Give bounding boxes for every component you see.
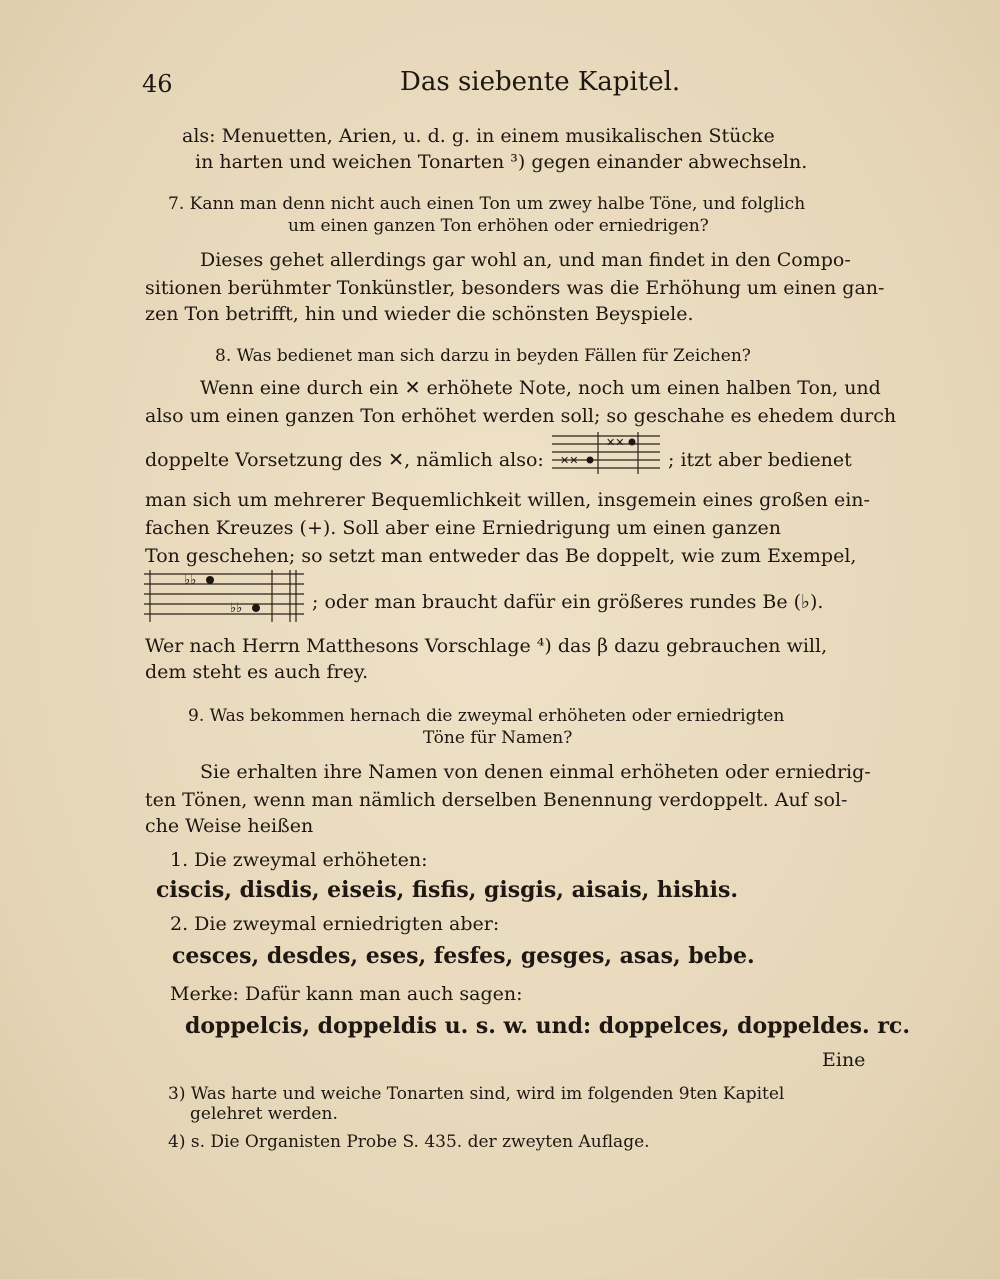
text-line: als: Menuetten, Arien, u. d. g. in einem musikalischen Stücke: [182, 125, 775, 147]
text-line: Wenn eine durch ein ✕ erhöhete Note, noch um einen halben Ton, und: [200, 377, 881, 399]
text-line: doppelte Vorsetzung des ✕, nämlich also:: [145, 449, 544, 471]
double-flat-notation: [144, 568, 306, 624]
question-line: 7. Kann man denn nicht auch einen Ton um zwey halbe Töne, und folglich: [168, 194, 806, 214]
question-line: 9. Was bekommen hernach die zweymal erhöheten oder erniedrigten: [188, 706, 785, 726]
text-line: Sie erhalten ihre Namen von denen einmal erhöheten oder erniedrig-: [200, 761, 871, 783]
footnote-line: 3) Was harte und weiche Tonarten sind, wird im folgenden 9ten Kapitel: [168, 1084, 785, 1104]
list-heading: 1. Die zweymal erhöheten:: [170, 849, 428, 871]
svg-text:✕✕: ✕✕: [560, 454, 579, 467]
text-line: also um einen ganzen Ton erhöhet werden soll; so geschahe es ehedem durch: [145, 405, 897, 427]
footnote-line: 4) s. Die Organisten Probe S. 435. der zweyten Auflage.: [168, 1132, 650, 1152]
list-heading: 2. Die zweymal erniedrigten aber:: [170, 913, 500, 935]
text-line: Wer nach Herrn Matthesons Vorschlage ⁴) das β dazu gebrauchen will,: [145, 635, 828, 657]
text-line: zen Ton betrifft, hin und wieder die schönsten Beyspiele.: [145, 303, 694, 325]
question-line: um einen ganzen Ton erhöhen oder erniedrigen?: [288, 216, 709, 236]
text-line: man sich um mehrerer Bequemlichkeit willen, insgemein eines großen ein-: [145, 489, 870, 511]
text-line: che Weise heißen: [145, 815, 314, 837]
running-header: Das siebente Kapitel.: [400, 67, 681, 97]
text-line: Dieses gehet allerdings gar wohl an, und man findet in den Compo-: [200, 249, 851, 271]
catchword: Eine: [822, 1049, 866, 1071]
text-line: Ton geschehen; so setzt man entweder das Be doppelt, wie zum Exempel,: [145, 545, 857, 567]
page-number: 46: [142, 70, 173, 98]
footnote-line: gelehret werden.: [190, 1104, 338, 1124]
list-line: ciscis, disdis, eiseis, fisfis, gisgis, aisais, hishis.: [156, 877, 739, 903]
svg-text:♭♭: ♭♭: [230, 601, 243, 616]
list-line: cesces, desdes, eses, fesfes, gesges, asas, bebe.: [172, 943, 755, 969]
note-line: Merke: Dafür kann man auch sagen:: [170, 983, 523, 1005]
double-sharp-notation: [552, 432, 662, 478]
text-line: ; itzt aber bedienet: [668, 449, 852, 471]
svg-text:✕✕: ✕✕: [606, 436, 625, 449]
text-line: ten Tönen, wenn man nämlich derselben Benennung verdoppelt. Auf sol-: [145, 789, 848, 811]
svg-text:♭♭: ♭♭: [184, 573, 197, 588]
list-line: doppelcis, doppeldis u. s. w. und: doppelces, doppeldes. rc.: [185, 1013, 910, 1039]
question-line: Töne für Namen?: [423, 728, 573, 748]
text-line: dem steht es auch frey.: [145, 661, 369, 683]
question-line: 8. Was bedienet man sich darzu in beyden Fällen für Zeichen?: [215, 346, 751, 366]
text-line: fachen Kreuzes (+). Soll aber eine Erniedrigung um einen ganzen: [145, 517, 781, 539]
text-line: ; oder man braucht dafür ein größeres rundes Be (♭).: [312, 591, 824, 613]
text-line: sitionen berühmter Tonkünstler, besonders was die Erhöhung um einen gan-: [145, 277, 885, 299]
text-line: in harten und weichen Tonarten ³) gegen einander abwechseln.: [195, 151, 808, 173]
